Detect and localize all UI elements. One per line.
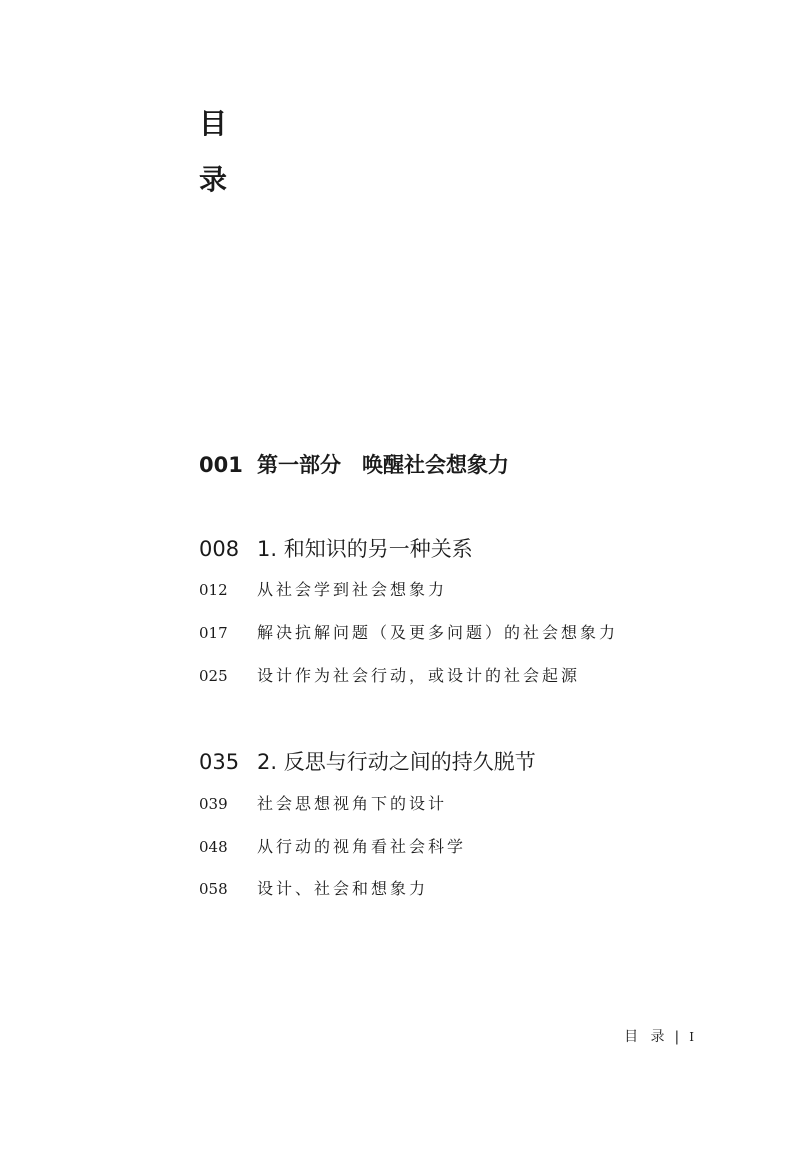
toc-heading-char-2: 录	[199, 163, 228, 196]
toc-section-entry[interactable]	[199, 792, 447, 816]
toc-part-page: 001	[199, 453, 243, 477]
toc-section-page: 012	[199, 581, 228, 599]
toc-section-page: 017	[199, 624, 228, 642]
toc-part-entry[interactable]	[199, 451, 509, 479]
toc-part-title: 第一部分 唤醒社会想象力	[257, 453, 509, 477]
toc-section-title: 社会思想视角下的设计	[257, 794, 448, 813]
footer-page-number: I	[689, 1030, 694, 1044]
toc-section-entry[interactable]	[199, 835, 466, 859]
toc-section-page: 058	[199, 880, 228, 898]
toc-heading-char-1: 目	[199, 107, 228, 140]
toc-section-page: 039	[199, 795, 228, 813]
toc-section-page: 025	[199, 667, 228, 685]
toc-section-entry[interactable]	[199, 578, 447, 602]
footer-separator: |	[674, 1029, 680, 1045]
toc-chapter-entry[interactable]	[199, 535, 473, 563]
toc-chapter-page: 008	[199, 537, 240, 561]
toc-chapter-entry[interactable]	[199, 748, 536, 776]
page-footer	[624, 1026, 694, 1048]
toc-section-title: 设计作为社会行动，或设计的社会起源	[257, 666, 581, 685]
footer-label: 目 录	[624, 1029, 669, 1045]
toc-section-entry[interactable]	[199, 877, 428, 901]
toc-section-page: 048	[199, 838, 228, 856]
toc-chapter-page: 035	[199, 750, 240, 774]
toc-section-title: 设计、社会和想象力	[257, 879, 429, 898]
toc-chapter-title: 1. 和知识的另一种关系	[257, 537, 473, 561]
toc-section-entry[interactable]	[199, 621, 618, 645]
toc-chapter-title: 2. 反思与行动之间的持久脱节	[257, 750, 536, 774]
toc-section-title: 从行动的视角看社会科学	[257, 837, 467, 856]
toc-section-entry[interactable]	[199, 664, 580, 688]
toc-section-title: 解决抗解问题（及更多问题）的社会想象力	[257, 623, 619, 642]
toc-section-title: 从社会学到社会想象力	[257, 580, 448, 599]
